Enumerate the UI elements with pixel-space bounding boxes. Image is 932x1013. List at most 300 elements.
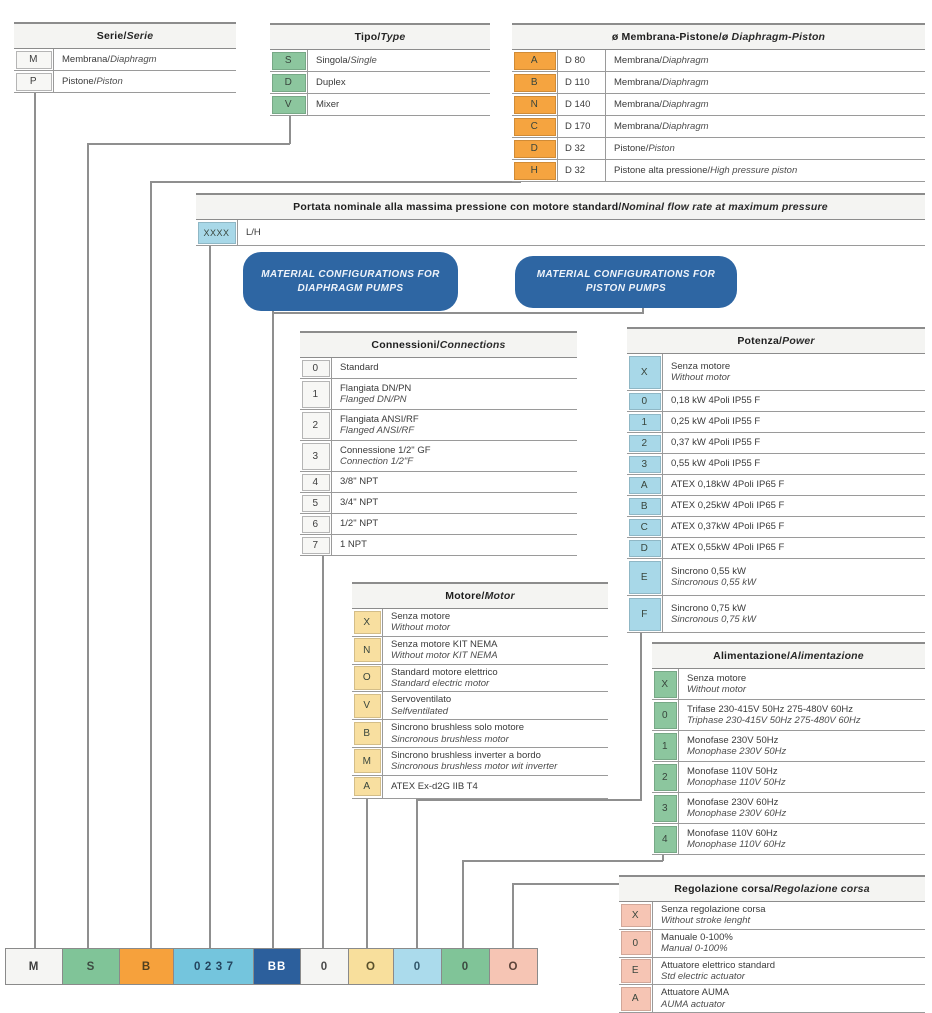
code-segment: M xyxy=(5,948,63,985)
row-key: S xyxy=(272,52,306,70)
row-text-it: Senza motore xyxy=(391,611,451,622)
row-description xyxy=(238,220,925,245)
row-description xyxy=(332,514,577,534)
table-row xyxy=(627,517,925,538)
table-row xyxy=(627,354,925,391)
row-description xyxy=(308,50,490,71)
row-key-cell xyxy=(512,160,558,181)
row-description xyxy=(383,609,608,636)
row-text-separator: / xyxy=(107,53,111,65)
row-description xyxy=(663,412,925,432)
connector-line xyxy=(87,143,290,145)
table-title xyxy=(652,642,925,669)
row-key: 4 xyxy=(302,474,330,491)
row-description xyxy=(663,559,925,595)
table-title xyxy=(619,875,925,902)
row-text-en: Diaphragm xyxy=(662,120,709,132)
row-text-en: Flanged DN/PN xyxy=(340,394,407,405)
row-key: 2 xyxy=(629,435,661,452)
row-key: B xyxy=(629,498,661,515)
row-text-en: Sincronous brushless motor xyxy=(391,733,509,745)
table-title xyxy=(14,22,236,49)
row-text-it: Singola xyxy=(316,54,348,66)
row-key-cell xyxy=(652,762,679,792)
table-row xyxy=(14,71,236,93)
row-key: V xyxy=(272,96,306,114)
row-text-it: Monofase 230V 50Hz xyxy=(687,734,779,746)
row-description xyxy=(606,50,925,71)
table-row xyxy=(652,669,925,700)
row-key-cell xyxy=(352,609,383,636)
material-config-diaphragm-label: MATERIAL CONFIGURATIONS FOR DIAPHRAGM PUMPS xyxy=(261,268,440,294)
title-separator: / xyxy=(436,339,440,351)
row-key: 7 xyxy=(302,537,330,554)
row-text-en: Connection 1/2"F xyxy=(340,456,414,467)
row-text-it: 1 NPT xyxy=(340,539,367,551)
code-segment: 0 xyxy=(300,948,349,985)
connector-line xyxy=(34,80,36,948)
table-row xyxy=(512,94,925,116)
row-description xyxy=(679,731,925,761)
table-row xyxy=(627,496,925,517)
row-key-cell xyxy=(512,116,558,137)
table-title-it: ø Membrana-Pistone xyxy=(611,31,719,43)
row-key: 4 xyxy=(654,826,677,853)
row-text-en: Monophase 230V 50Hz xyxy=(687,746,787,757)
table-row xyxy=(627,454,925,475)
table-title-en: ø Diaphragm-Piston xyxy=(721,31,826,43)
row-text-en: AUMA actuator xyxy=(661,998,726,1010)
row-text-it: Monofase 110V 60Hz xyxy=(687,827,778,839)
row-description-line xyxy=(614,99,921,110)
row-description xyxy=(332,472,577,492)
row-key-cell xyxy=(352,748,383,775)
table-row xyxy=(627,433,925,454)
row-key-cell xyxy=(14,49,54,70)
table-row xyxy=(512,50,925,72)
row-key-cell xyxy=(300,379,332,409)
connector-line xyxy=(150,181,520,183)
row-key-cell xyxy=(627,559,663,595)
row-text-it: Servoventilato xyxy=(391,694,452,706)
row-key: 6 xyxy=(302,516,330,533)
row-description xyxy=(383,748,608,775)
table-title-en: Type xyxy=(380,31,406,43)
row-key-cell xyxy=(300,514,332,534)
row-description xyxy=(679,824,925,854)
table-row xyxy=(300,493,577,514)
row-text-separator: / xyxy=(707,164,711,176)
row-text-separator: / xyxy=(659,76,663,88)
connector-line xyxy=(272,312,644,314)
table-title-en: Alimentazione xyxy=(790,650,864,662)
table-row xyxy=(619,985,925,1013)
row-description xyxy=(663,391,925,411)
connector-line xyxy=(512,883,620,885)
material-config-piston-box xyxy=(515,256,737,308)
connector-line xyxy=(640,615,642,800)
connector-line xyxy=(462,860,663,862)
row-description xyxy=(606,94,925,115)
table-row xyxy=(270,50,490,72)
connector-line xyxy=(150,181,152,948)
connector-line xyxy=(272,305,274,948)
table-row xyxy=(619,930,925,958)
row-size: D 170 xyxy=(558,116,606,137)
row-key: A xyxy=(354,777,381,796)
row-text-en: Sincronous 0,55 kW xyxy=(671,577,757,588)
row-text-separator: / xyxy=(659,120,663,132)
title-separator: / xyxy=(779,335,783,347)
power-table xyxy=(627,327,925,633)
title-separator: / xyxy=(123,30,127,42)
row-description xyxy=(653,902,925,929)
row-key: 3 xyxy=(654,795,677,822)
row-key: 0 xyxy=(654,702,677,729)
row-key: E xyxy=(629,561,661,594)
table-row xyxy=(300,472,577,493)
table-row xyxy=(512,160,925,182)
row-text-it: Membrana xyxy=(614,76,660,88)
material-config-piston-label: MATERIAL CONFIGURATIONS FOR PISTON PUMPS xyxy=(536,269,716,294)
row-key-cell xyxy=(627,538,663,558)
row-text-it: 0,18 kW 4Poli IP55 F xyxy=(671,395,761,407)
title-separator: / xyxy=(786,650,791,662)
row-key-cell xyxy=(619,985,653,1012)
row-key-cell xyxy=(627,517,663,537)
row-key-cell xyxy=(627,433,663,453)
row-description xyxy=(332,410,577,440)
row-text-en: High pressure piston xyxy=(710,164,798,176)
table-row xyxy=(627,559,925,596)
row-text-en: Without stroke lenght xyxy=(661,915,751,927)
table-title-it: Connessioni xyxy=(371,339,437,351)
row-description xyxy=(663,496,925,516)
flow-rate-table xyxy=(196,193,925,246)
row-text-en: Piston xyxy=(648,142,675,154)
row-description xyxy=(653,985,925,1012)
connections-table xyxy=(300,331,577,556)
row-key: 3 xyxy=(629,456,661,473)
table-row xyxy=(512,116,925,138)
row-key-cell xyxy=(14,71,54,92)
row-text-en: Monophase 230V 60Hz xyxy=(687,808,787,819)
row-key: XXXX xyxy=(198,222,236,244)
row-key-cell xyxy=(627,354,663,390)
row-key-cell xyxy=(270,50,308,71)
row-text-it: Standard motore elettrico xyxy=(391,666,498,678)
connector-line xyxy=(462,860,464,948)
row-key: D xyxy=(272,74,306,92)
row-key-cell xyxy=(352,665,383,692)
row-text-en: Diaphragm xyxy=(662,54,709,66)
row-key-cell xyxy=(196,220,238,245)
code-segment: S xyxy=(62,948,120,985)
row-text-it: Flangiata DN/PN xyxy=(340,382,412,394)
table-title-it: Serie xyxy=(96,30,124,42)
table-row xyxy=(14,49,236,71)
row-key: N xyxy=(514,96,556,114)
row-key: D xyxy=(629,540,661,557)
row-key-cell xyxy=(627,596,663,632)
row-text-it: Mixer xyxy=(316,98,340,110)
table-title xyxy=(512,23,925,50)
table-title xyxy=(627,327,925,354)
row-key: C xyxy=(629,519,661,536)
row-description xyxy=(663,475,925,495)
connector-line xyxy=(512,883,514,948)
table-title xyxy=(352,582,608,609)
row-key: B xyxy=(354,722,381,746)
row-text-it: Senza motore xyxy=(687,672,747,684)
row-text-en: Sincronous brushless motor wit inverter xyxy=(391,761,558,773)
code-segment: 0 xyxy=(441,948,490,985)
row-description xyxy=(606,160,925,181)
title-separator: / xyxy=(718,31,722,43)
row-key-cell xyxy=(619,958,653,985)
row-key-cell xyxy=(352,776,383,798)
row-text-it: 1/2" NPT xyxy=(340,518,379,530)
table-row xyxy=(627,475,925,496)
row-text-separator: / xyxy=(347,54,351,66)
serie-table xyxy=(14,22,236,93)
table-row xyxy=(352,609,608,637)
row-key: A xyxy=(621,987,651,1011)
row-text-it: Membrana xyxy=(614,98,660,110)
table-row xyxy=(512,138,925,160)
row-text-it: Membrana xyxy=(614,120,660,132)
table-title-en: Motor xyxy=(484,590,515,602)
row-text-it: ATEX 0,37kW 4Poli IP65 F xyxy=(671,521,785,533)
row-key: B xyxy=(514,74,556,92)
row-text-it: 0,55 kW 4Poli IP55 F xyxy=(671,458,761,470)
row-text-it: Senza regolazione corsa xyxy=(661,904,766,915)
row-text-it: Connessione 1/2" GF xyxy=(340,444,431,456)
row-key: 1 xyxy=(302,381,330,408)
row-key-cell xyxy=(619,902,653,929)
row-description xyxy=(663,354,925,390)
row-text-separator: / xyxy=(645,142,649,154)
row-description xyxy=(606,138,925,159)
row-size: D 110 xyxy=(558,72,606,93)
title-separator: / xyxy=(618,201,622,213)
table-title-it: Potenza xyxy=(737,335,780,347)
row-text-en: Single xyxy=(350,54,377,66)
row-key-cell xyxy=(270,72,308,93)
connector-line xyxy=(322,540,324,948)
row-key: 2 xyxy=(302,412,330,439)
row-key: X xyxy=(354,611,381,635)
diaphragm-piston-table xyxy=(512,23,925,182)
row-description xyxy=(663,454,925,474)
row-key-cell xyxy=(652,669,679,699)
row-text-en: Without motor KIT NEMA xyxy=(391,650,498,662)
row-key-cell xyxy=(627,475,663,495)
row-text-en: Diaphragm xyxy=(662,76,709,88)
row-text-it: Pistone alta pressione xyxy=(614,164,708,176)
row-description xyxy=(606,116,925,137)
row-description xyxy=(679,793,925,823)
table-row xyxy=(627,538,925,559)
row-text-en: Without motor xyxy=(671,372,731,383)
connector-line xyxy=(416,799,642,801)
row-text-separator: / xyxy=(93,75,97,87)
row-text-en: Monophase 110V 50Hz xyxy=(687,777,786,788)
row-key-cell xyxy=(627,496,663,516)
row-key-cell xyxy=(512,94,558,115)
row-key: 5 xyxy=(302,495,330,512)
row-description xyxy=(653,930,925,957)
row-text-en: Without motor xyxy=(391,622,451,634)
row-key-cell xyxy=(652,793,679,823)
row-text-it: ATEX Ex-d2G IIB T4 xyxy=(391,780,478,792)
table-row xyxy=(300,535,577,556)
row-text-en: Monophase 110V 60Hz xyxy=(687,839,786,850)
row-text-it: ATEX 0,18kW 4Poli IP65 F xyxy=(671,479,785,491)
row-key: V xyxy=(354,694,381,718)
table-row xyxy=(300,514,577,535)
row-key-cell xyxy=(300,441,332,471)
row-description xyxy=(383,776,608,798)
row-key-cell xyxy=(627,412,663,432)
title-separator: / xyxy=(377,31,381,43)
table-row xyxy=(196,220,925,246)
table-title-it: Regolazione corsa xyxy=(674,883,771,895)
row-text-en: Triphase 230-415V 50Hz 275-480V 60Hz xyxy=(687,715,861,726)
table-row xyxy=(352,665,608,693)
table-title-it: Motore xyxy=(445,590,482,602)
row-key: M xyxy=(354,749,381,773)
row-description xyxy=(679,669,925,699)
row-text-it: Trifase 230-415V 50Hz 275-480V 60Hz xyxy=(687,703,853,715)
row-key: X xyxy=(654,671,677,698)
row-description-line xyxy=(614,55,921,66)
row-key-cell xyxy=(512,50,558,71)
row-key-cell xyxy=(352,637,383,664)
row-key-cell xyxy=(652,731,679,761)
row-text-en: Piston xyxy=(96,75,123,87)
row-description-line xyxy=(614,121,921,132)
table-title-it: Alimentazione xyxy=(713,650,787,662)
row-description xyxy=(54,71,236,92)
stroke-adjustment-table xyxy=(619,875,925,1013)
row-text-en: Sincronous 0,75 kW xyxy=(671,614,757,625)
table-row xyxy=(652,731,925,762)
row-key: D xyxy=(514,140,556,158)
table-title-en: Serie xyxy=(126,30,154,42)
code-segment: 0237 xyxy=(173,948,254,985)
row-key-cell xyxy=(652,700,679,730)
row-description xyxy=(383,665,608,692)
row-description xyxy=(54,49,236,70)
title-separator: / xyxy=(770,883,774,895)
row-description xyxy=(332,358,577,378)
row-text-it: Manuale 0-100% xyxy=(661,931,733,943)
row-key: H xyxy=(514,162,556,180)
table-title-en: Power xyxy=(782,335,815,347)
table-row xyxy=(652,824,925,855)
row-key: 0 xyxy=(629,393,661,410)
table-title xyxy=(196,193,925,220)
row-key: 0 xyxy=(302,360,330,377)
table-row xyxy=(512,72,925,94)
row-key: 1 xyxy=(629,414,661,431)
row-key: 3 xyxy=(302,443,330,470)
row-key-cell xyxy=(300,493,332,513)
row-key: X xyxy=(629,356,661,389)
row-text-it: Senza motore KIT NEMA xyxy=(391,638,498,650)
row-key: N xyxy=(354,638,381,662)
row-key-cell xyxy=(352,720,383,747)
row-description-line xyxy=(614,77,921,88)
row-key: C xyxy=(514,118,556,136)
row-description xyxy=(606,72,925,93)
code-segment: O xyxy=(348,948,394,985)
row-description-line xyxy=(62,76,232,87)
row-description xyxy=(332,379,577,409)
table-row xyxy=(300,410,577,441)
row-size: D 140 xyxy=(558,94,606,115)
row-key-cell xyxy=(270,94,308,115)
row-key: 0 xyxy=(621,931,651,955)
code-segment: B xyxy=(119,948,174,985)
row-description xyxy=(663,538,925,558)
row-text-en: Without motor xyxy=(687,684,747,695)
table-row xyxy=(619,902,925,930)
row-text-it: Sincrono brushless solo motore xyxy=(391,722,525,734)
row-text-it: Standard xyxy=(340,362,379,374)
row-description xyxy=(653,958,925,985)
row-text-it: 0,37 kW 4Poli IP55 F xyxy=(671,437,761,449)
title-separator: / xyxy=(481,590,485,602)
row-key: A xyxy=(629,477,661,494)
row-text-en: Selfventilated xyxy=(391,705,449,717)
row-description xyxy=(663,433,925,453)
table-row xyxy=(300,441,577,472)
motor-table xyxy=(352,582,608,799)
row-text-it: Membrana xyxy=(62,53,108,65)
row-description xyxy=(383,720,608,747)
table-row xyxy=(352,692,608,720)
row-text-it: 0,25 kW 4Poli IP55 F xyxy=(671,416,761,428)
row-text-it: Sincrono 0,55 kW xyxy=(671,565,746,577)
row-key-cell xyxy=(300,472,332,492)
row-description-line xyxy=(614,143,921,154)
row-key: 2 xyxy=(654,764,677,791)
row-description xyxy=(332,493,577,513)
table-title-en: Regolazione corsa xyxy=(773,883,870,895)
row-key-cell xyxy=(352,692,383,719)
tipo-table xyxy=(270,23,490,116)
row-text-en: Std electric actuator xyxy=(661,970,745,982)
row-key-cell xyxy=(300,410,332,440)
material-config-diaphragm-box xyxy=(243,252,458,311)
row-description-line xyxy=(614,165,921,176)
row-text-it: Flangiata ANSI/RF xyxy=(340,413,419,425)
table-row xyxy=(352,720,608,748)
table-row xyxy=(300,358,577,379)
row-description xyxy=(383,637,608,664)
row-size: D 32 xyxy=(558,138,606,159)
table-row xyxy=(352,776,608,799)
connector-line xyxy=(416,799,418,948)
row-description xyxy=(679,762,925,792)
row-description xyxy=(308,72,490,93)
row-text-it: Sincrono 0,75 kW xyxy=(671,602,746,614)
table-title-en: Connections xyxy=(439,339,506,351)
row-description-line xyxy=(316,55,486,66)
code-segment: BB xyxy=(253,948,301,985)
